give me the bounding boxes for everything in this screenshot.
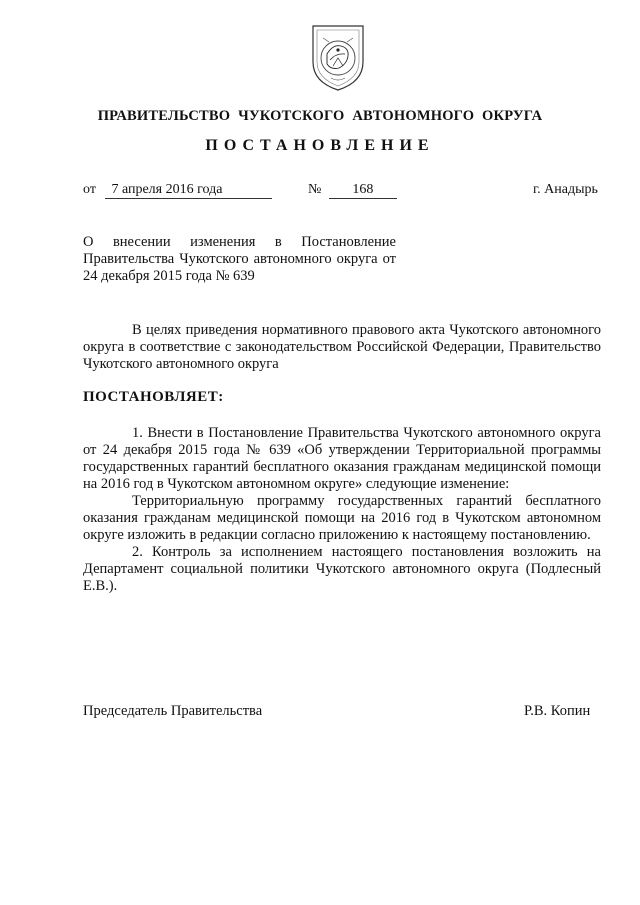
- preamble-paragraph: В целях приведения нормативного правового акта Чукотского автономного округа в соответствие с законодательством Российской Федерации, Правительство Чукотского автономного округа: [83, 322, 601, 372]
- number-label: №: [308, 182, 322, 197]
- date-line: [83, 182, 272, 199]
- document-subject: О внесении изменения в Постановление Правительства Чукотского автономного округа от 24 декабря 2015 года № 639: [83, 234, 396, 284]
- coat-of-arms-emblem: [303, 20, 373, 94]
- resolves-heading: ПОСТАНОВЛЯЕТ:: [83, 389, 224, 405]
- government-title: ПРАВИТЕЛЬСТВО ЧУКОТСКОГО АВТОНОМНОГО ОКРУГА: [97, 108, 543, 124]
- resolution-item-2: 2. Контроль за исполнением настоящего постановления возложить на Департамент социальной политики Чукотского автономного округа (Подлесный Е.В.).: [83, 544, 601, 594]
- resolution-items: [83, 425, 601, 595]
- number-line: [308, 182, 397, 199]
- document-city: г. Анадырь: [533, 182, 598, 197]
- document-type-title: ПОСТАНОВЛЕНИЕ: [205, 137, 435, 154]
- document-number: 168: [329, 182, 397, 199]
- document-date: 7 апреля 2016 года: [105, 182, 272, 199]
- resolution-item-1: 1. Внести в Постановление Правительства Чукотского автономного округа от 24 декабря 2015 года № 639 «Об утверждении Территориальной программы государственных гарантий бесплатного оказания гражданам медицинской помощи на 2016 год в Чукотском автономном округе» следующие изменение:: [83, 425, 601, 492]
- resolution-item-1-text: Территориальную программу государственных гарантий бесплатного оказания гражданам медицинской помощи на 2016 год в Чукотском автономном округе изложить в редакции согласно приложению к настоящему постановлению.: [83, 493, 601, 543]
- from-label: от: [83, 182, 96, 197]
- signature-position: Председатель Правительства: [83, 703, 263, 719]
- signature-name: Р.В. Копин: [524, 703, 591, 719]
